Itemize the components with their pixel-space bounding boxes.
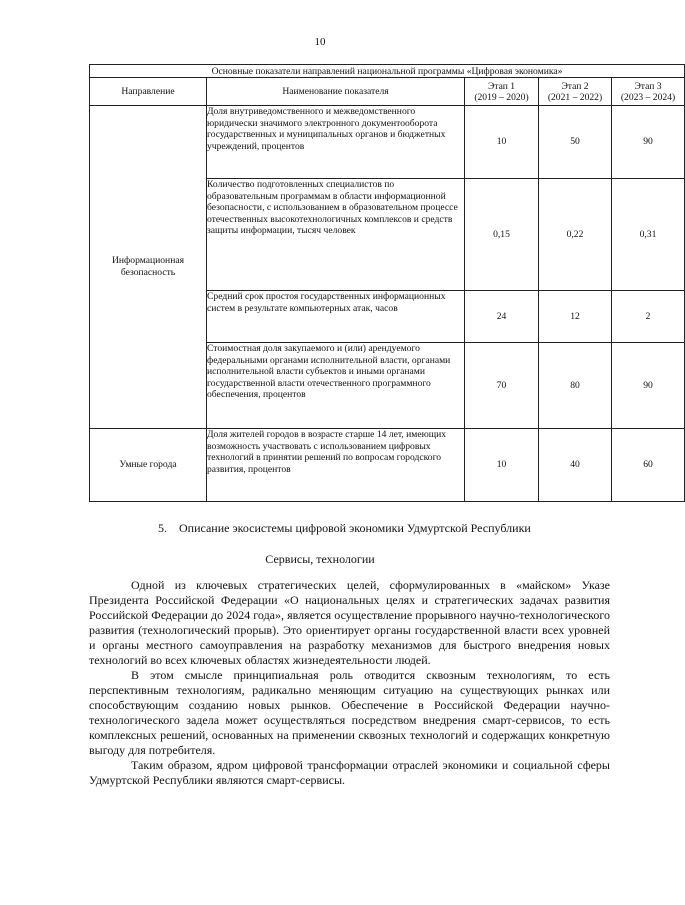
value-cell: 40	[539, 429, 612, 502]
indicator-cell: Стоимостная доля закупаемого и (или) арендуемого федеральными органами исполнительной власти, органами исполнительной власти субъектов и иными органами государственной власти отечественного программного обеспечения, процентов	[207, 343, 465, 429]
stage-1-years: (2019 – 2020)	[474, 91, 529, 103]
indicator-cell: Количество подготовленных специалистов по образовательным программам в области информационной безопасности, с использованием в образовательном процессе отечественных высокотехнологичных комплексов и средств защиты информации, тысяч человек	[207, 179, 465, 291]
value-cell: 0,15	[465, 179, 539, 291]
value-cell: 2	[612, 291, 685, 343]
header-indicator: Наименование показателя	[207, 78, 465, 106]
value-cell: 0,31	[612, 179, 685, 291]
stage-2-years: (2021 – 2022)	[547, 91, 603, 103]
indicator-cell: Доля внутриведомственного и межведомственного юридически значимого электронного документооборота государственных и муниципальных органов и бюджетных учреждений, процентов	[207, 106, 465, 179]
value-cell: 80	[539, 343, 612, 429]
paragraph: Одной из ключевых стратегических целей, сформулированных в «майском» Указе Президента Российской Федерации «О национальных целях и стратегических задачах развития Российской Федерации до 2024 года», является осуществление прорывного научно-технологического развития (технологический прорыв). Это ориентирует органы государственной власти всех уровней и органы местного самоуправления на разработку механизмов для быстрого внедрения новых технологий во всех ключевых областях жизнедеятельности людей.	[89, 578, 610, 667]
direction-cell: Информационная безопасность	[90, 106, 207, 429]
body-text	[89, 578, 610, 788]
direction-cell: Умные города	[90, 429, 207, 502]
table-header-row	[90, 78, 685, 106]
table-caption: Основные показатели направлений национальной программы «Цифровая экономика»	[90, 65, 685, 78]
indicators-table	[89, 64, 685, 502]
table-row	[90, 106, 685, 179]
stage-3-years: (2023 – 2024)	[620, 91, 676, 103]
page-number: 10	[314, 36, 326, 48]
stage-3-name: Этап 3	[634, 80, 662, 92]
stage-1-name: Этап 1	[487, 80, 516, 92]
section-number: 5.	[158, 521, 167, 535]
table-row	[90, 429, 685, 502]
section-title-text: Описание экосистемы цифровой экономики Удмуртской Республики	[179, 521, 531, 535]
section-heading	[158, 521, 598, 536]
indicator-cell: Доля жителей городов в возрасте старше 14 лет, имеющих возможность участвовать с использованием цифровых технологий в принятии решений по вопросам городского развития, процентов	[207, 429, 465, 502]
value-cell: 10	[465, 106, 539, 179]
stage-2-name: Этап 2	[561, 80, 589, 92]
indicator-cell: Средний срок простоя государственных информационных систем в результате компьютерных атак, часов	[207, 291, 465, 343]
section-subtitle: Сервисы, технологии	[265, 552, 375, 566]
value-cell: 60	[612, 429, 685, 502]
header-stage-1	[465, 78, 539, 106]
value-cell: 90	[612, 106, 685, 179]
value-cell: 10	[465, 429, 539, 502]
header-stage-2	[539, 78, 612, 106]
value-cell: 0,22	[539, 179, 612, 291]
paragraph: В этом смысле принципиальная роль отводится сквозным технологиям, то есть перспективным технологиям, радикально меняющим ситуацию на существующих рынках или способствующим созданию новых рынков. Обеспечение в Российской Федерации научно-технологического задела может осуществляться посредством внедрения смарт-сервисов, то есть комплексных решений, основанных на применении сквозных технологий и содержащих конкретную выгоду для потребителя.	[89, 668, 610, 757]
value-cell: 50	[539, 106, 612, 179]
value-cell: 24	[465, 291, 539, 343]
paragraph: Таким образом, ядром цифровой трансформации отраслей экономики и социальной сферы Удмуртской Республики являются смарт-сервисы.	[89, 758, 610, 787]
value-cell: 90	[612, 343, 685, 429]
header-direction: Направление	[90, 78, 207, 106]
value-cell: 12	[539, 291, 612, 343]
value-cell: 70	[465, 343, 539, 429]
header-stage-3	[612, 78, 685, 106]
